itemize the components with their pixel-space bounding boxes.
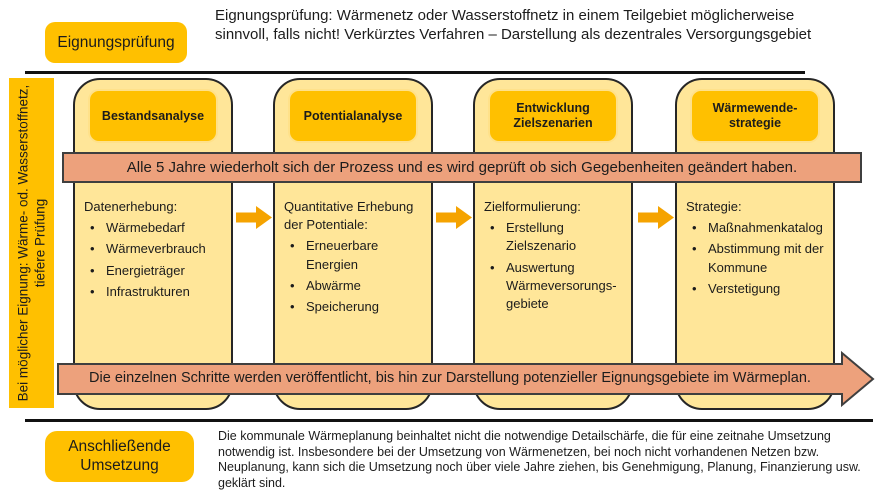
repeat-process-banner: Alle 5 Jahre wiederholt sich der Prozess und es wird geprüft ob sich Gegebenheiten geändert haben. <box>62 152 862 183</box>
column-intro: Datenerhebung: <box>84 199 178 214</box>
column-body <box>484 198 628 313</box>
column-item-list <box>484 219 628 313</box>
bottom-description: Die kommunale Wärmeplanung beinhaltet nicht die notwendige Detailschärfe, die für eine zeitnahe Umsetzung notwendig ist. Insbesondere bei der Umsetzung von Wärmenetzen, bei noch nicht vorhandenen Netzen bzw. Neuplanung, kann sich die Umsetzung noch über viele Jahre ziehen, bis Genehmigung, Planung, Finanzierung usw. geklärt sind. <box>218 429 861 490</box>
column-body <box>284 198 428 316</box>
list-item: • Erstellung Zielszenario <box>484 219 628 255</box>
list-item: • Energieträger <box>84 262 228 280</box>
list-item: • Wärmeverbrauch <box>84 240 228 258</box>
column-body <box>686 198 830 298</box>
top-description: Eignungsprüfung: Wärmenetz oder Wasserstoffnetz in einem Teilgebiet möglicherweise sinnvoll, falls nicht! Verkürztes Verfahren – Darstellung als dezentrales Versorgungsgebiet <box>215 7 812 44</box>
divider-bottom <box>25 419 873 422</box>
list-item: • Infrastrukturen <box>84 283 228 301</box>
column-intro: Quantitative Erhebung der Potentiale: <box>284 199 414 233</box>
divider-top <box>25 71 805 74</box>
eignungspruefung-label: Eignungsprüfung <box>45 22 187 63</box>
publish-arrow-label: Die einzelnen Schritte werden veröffentlicht, bis hin zur Darstellung potenzieller Eignungsgebiete im Wärmeplan. <box>89 370 811 386</box>
left-condition-label: Bei möglicher Eignung: Wärme- od. Wasserstoffnetz, tiefere Prüfung <box>15 84 47 402</box>
list-item: • Abstimmung mit der Kommune <box>686 240 830 276</box>
column-item-list <box>686 219 830 298</box>
flow-arrow-icon <box>436 206 472 229</box>
list-item: • Abwärme <box>284 277 428 295</box>
column-title: Entwicklung Zielszenarien <box>488 89 618 143</box>
list-item: • Maßnahmenkatalog <box>686 219 830 237</box>
column-title: Wärmewende-strategie <box>690 89 820 143</box>
left-condition-bar <box>9 78 54 408</box>
column-title: Potentialanalyse <box>288 89 418 143</box>
list-item: • Verstetigung <box>686 280 830 298</box>
column-item-list <box>284 237 428 316</box>
list-item: • Erneuerbare Energien <box>284 237 428 273</box>
anschliessende-umsetzung-label: Anschließende Umsetzung <box>45 431 194 482</box>
list-item: • Speicherung <box>284 298 428 316</box>
column-body <box>84 198 228 301</box>
column-item-list <box>84 219 228 301</box>
flow-arrow-icon <box>638 206 674 229</box>
column-intro: Zielformulierung: <box>484 199 581 214</box>
list-item: • Auswertung Wärmeversorungs-gebiete <box>484 259 628 314</box>
column-title: Bestandsanalyse <box>88 89 218 143</box>
list-item: • Wärmebedarf <box>84 219 228 237</box>
column-intro: Strategie: <box>686 199 742 214</box>
flow-arrow-icon <box>236 206 272 229</box>
